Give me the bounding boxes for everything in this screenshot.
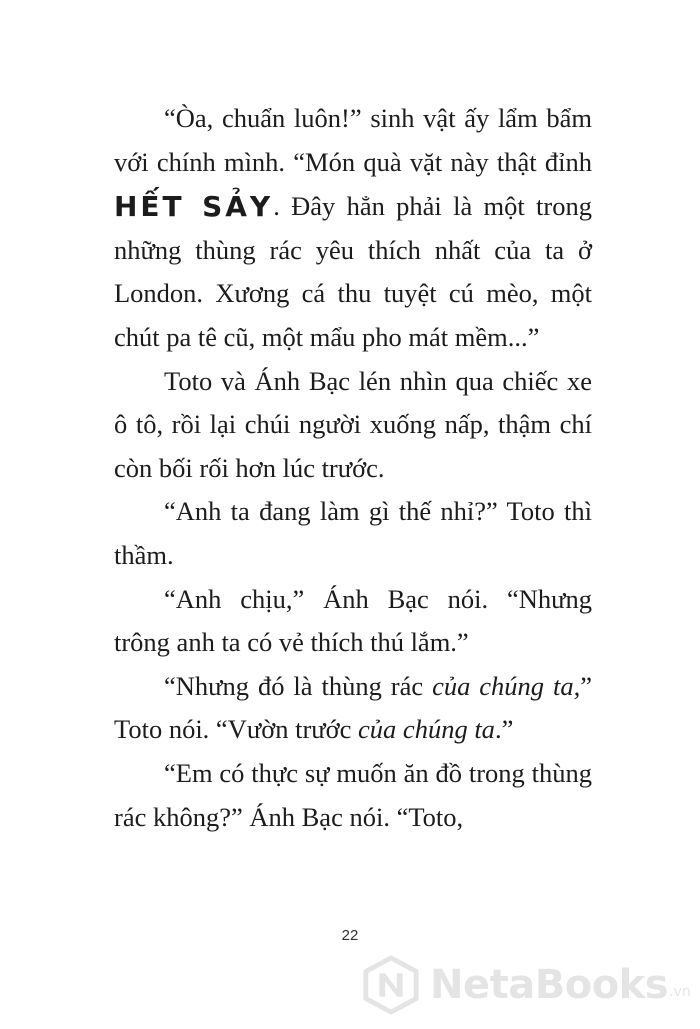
p5-seg-1: “Nhưng đó là thùng rác <box>164 670 433 701</box>
body-text <box>114 97 592 839</box>
paragraph-5 <box>114 665 592 752</box>
p5-italic-1: của chúng ta, <box>432 670 581 701</box>
watermark-text: NetaBooks <box>430 962 669 1008</box>
p5-seg-3: ” Toto nói. “Vườn trước <box>114 670 592 745</box>
p4-seg-1: “Anh chịu,” Ánh Bạc nói. “Nhưng trông anh ta có vẻ thích thú lắm.” <box>114 583 592 658</box>
p5-italic-2: của chúng ta <box>358 714 495 745</box>
page-number: 22 <box>341 927 359 944</box>
paragraph-6 <box>114 752 592 839</box>
p2-seg-1: Toto và Ánh Bạc lén nhìn qua chiếc xe ô tô, rồi lại chúi người xuống nấp, thậm chí còn bối rối hơn lúc trước. <box>114 365 592 483</box>
p6-seg-1: “Em có thực sự muốn ăn đồ trong thùng rác không?” Ánh Bạc nói. “Toto, <box>114 757 592 832</box>
p1-seg-1: “Òa, chuẩn luôn!” sinh vật ấy lẩm bẩm với chính mình. “Món quà vặt này thật đỉnh <box>114 103 592 177</box>
paragraph-3 <box>114 490 592 577</box>
watermark-suffix: .vn <box>669 984 691 1000</box>
p1-seg-3: . Đây hẳn phải là một trong những thùng rác yêu thích nhất của ta ở London. Xương cá thu tuyệt cú mèo, một chút pa tê cũ, một mẩu pho mát mềm...” <box>114 191 592 352</box>
netabooks-logo-icon <box>360 954 422 1016</box>
paragraph-4 <box>114 578 592 665</box>
p5-seg-5: .” <box>494 714 514 745</box>
paragraph-2 <box>114 360 592 491</box>
paragraph-1 <box>114 97 592 360</box>
p3-seg-1: “Anh ta đang làm gì thế nhỉ?” Toto thì thầm. <box>114 496 592 570</box>
shout-text: HẾT SẢY <box>114 190 274 224</box>
watermark <box>360 950 690 1020</box>
